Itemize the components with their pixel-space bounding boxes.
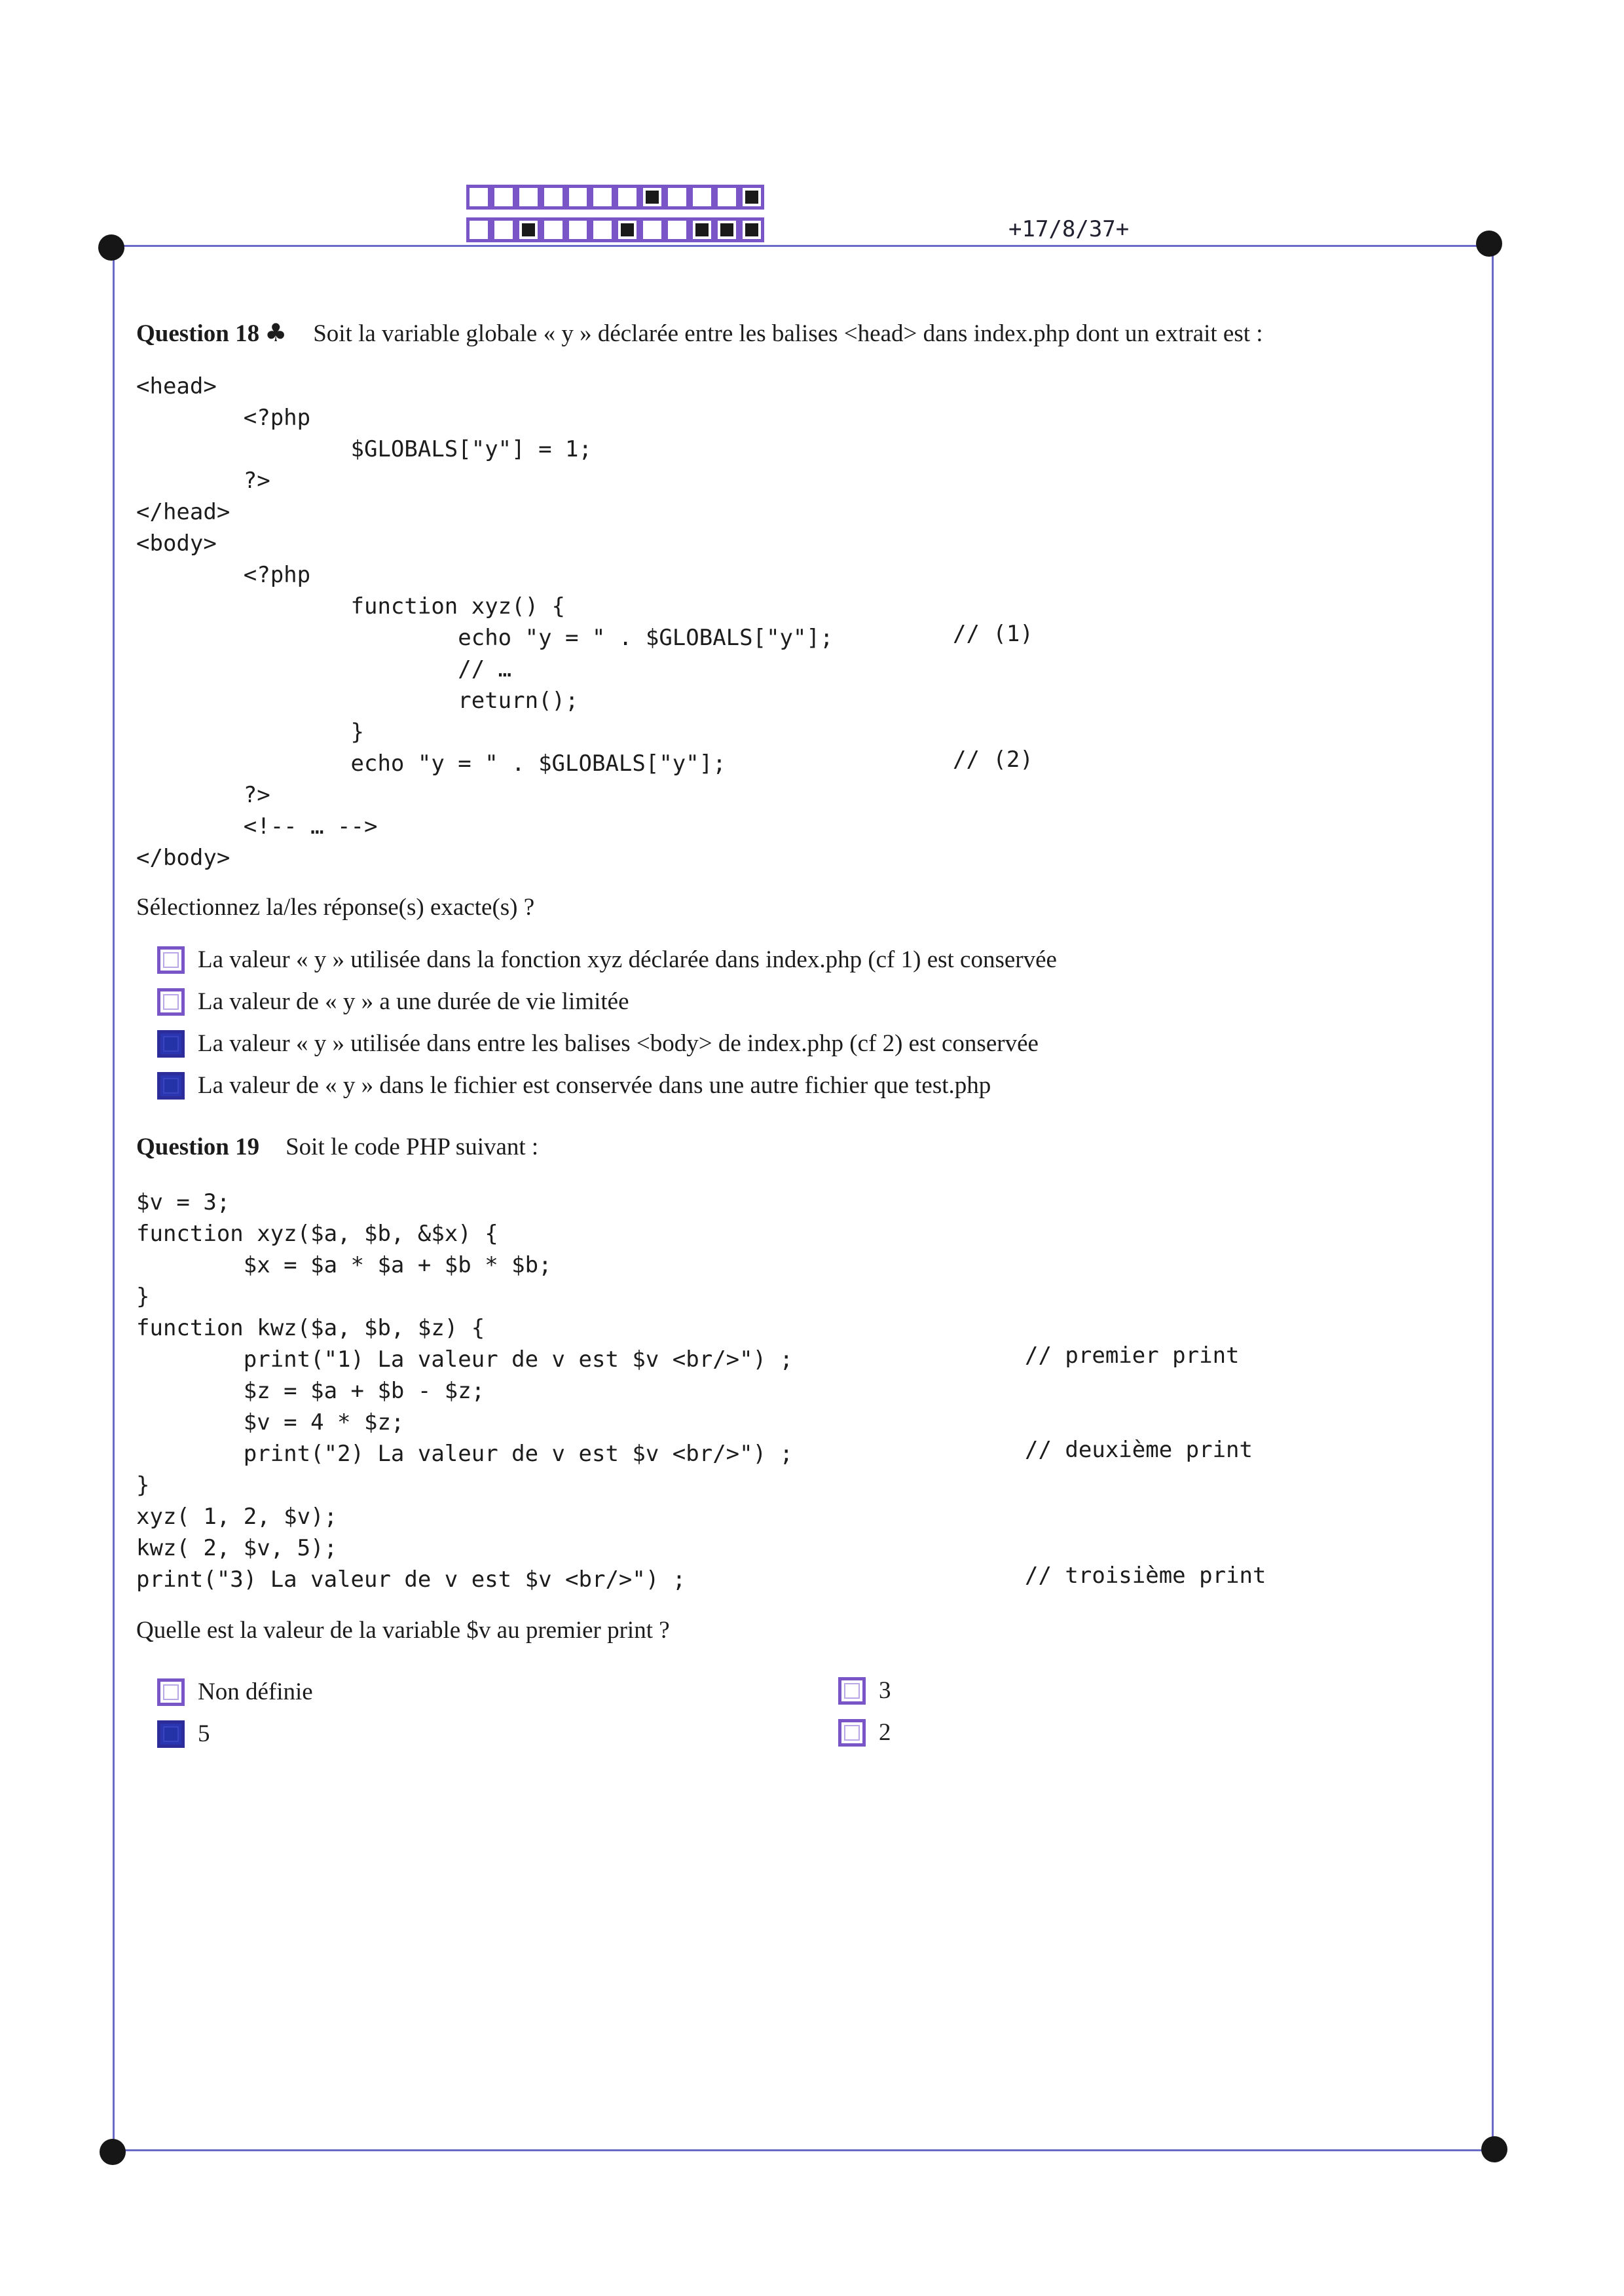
checkbox[interactable] <box>157 1720 185 1748</box>
barcode-cell <box>640 217 665 242</box>
checkbox[interactable] <box>157 988 185 1016</box>
barcode-cell <box>590 185 615 210</box>
barcode-cell <box>541 217 566 242</box>
option-label: 3 <box>879 1677 891 1704</box>
frame-top-line <box>113 245 1493 247</box>
question-18-option-1[interactable] <box>157 946 1057 974</box>
barcode-cell <box>739 185 764 210</box>
checkbox[interactable] <box>838 1677 866 1705</box>
question-19-title <box>136 1133 538 1161</box>
question-19-comment-1: // premier print <box>1025 1342 1240 1369</box>
option-label: 2 <box>879 1719 891 1746</box>
barcode-cell <box>491 185 516 210</box>
option-label: La valeur « y » utilisée dans entre les balises <body> de index.php (cf 2) est conservée <box>198 1030 1039 1057</box>
barcode-cell <box>491 217 516 242</box>
checkbox[interactable] <box>838 1719 866 1747</box>
barcode-cell <box>690 185 714 210</box>
barcode-cell <box>466 217 491 242</box>
question-19-comment-2: // deuxième print <box>1025 1437 1253 1463</box>
question-19-comment-3: // troisième print <box>1025 1563 1266 1589</box>
question-18-prompt: Sélectionnez la/les réponse(s) exacte(s) ? <box>136 894 535 921</box>
question-19-option-3[interactable] <box>157 1720 210 1748</box>
page-barcode-bottom <box>466 217 764 242</box>
checkbox[interactable] <box>157 946 185 974</box>
corner-marker-top-right <box>1476 231 1502 257</box>
barcode-cell <box>640 185 665 210</box>
checkbox[interactable] <box>157 1072 185 1100</box>
question-18-comment-2: // (2) <box>953 747 1033 773</box>
barcode-cell <box>690 217 714 242</box>
option-label: La valeur de « y » dans le fichier est conservée dans une autre fichier que test.php <box>198 1072 991 1099</box>
checkbox[interactable] <box>157 1030 185 1058</box>
question-19-number: Question 19 <box>136 1134 260 1160</box>
barcode-cell <box>665 217 690 242</box>
question-18-option-4[interactable] <box>157 1071 991 1100</box>
barcode-cell <box>466 185 491 210</box>
barcode-cell <box>516 185 541 210</box>
barcode-cell <box>714 217 739 242</box>
corner-marker-bottom-left <box>100 2139 126 2165</box>
barcode-cell <box>590 217 615 242</box>
checkbox[interactable] <box>157 1678 185 1706</box>
question-19-option-4[interactable] <box>838 1718 891 1747</box>
barcode-cell <box>665 185 690 210</box>
option-label: Non définie <box>198 1678 313 1705</box>
barcode-cell <box>516 217 541 242</box>
frame-right-line <box>1492 245 1494 2151</box>
barcode-cell <box>714 185 739 210</box>
question-19-option-2[interactable] <box>838 1676 891 1705</box>
corner-marker-top-left <box>98 234 124 261</box>
question-19-text: Soit le code PHP suivant : <box>286 1134 539 1160</box>
barcode-cell <box>615 217 640 242</box>
barcode-cell <box>566 217 591 242</box>
frame-bottom-line <box>113 2149 1496 2151</box>
question-18-number: Question 18 <box>136 320 260 347</box>
question-18-comment-1: // (1) <box>953 621 1033 647</box>
question-18-title <box>136 318 1263 348</box>
page-barcode-top <box>466 185 764 210</box>
club-icon: ♣ <box>265 318 287 347</box>
barcode-cell <box>566 185 591 210</box>
barcode-cell <box>739 217 764 242</box>
question-18-text: Soit la variable globale « y » déclarée entre les balises <head> dans index.php dont un extrait est : <box>313 320 1263 347</box>
page-code: +17/8/37+ <box>1008 216 1130 242</box>
barcode-cell <box>541 185 566 210</box>
question-19-code: $v = 3; function xyz($a, $b, &$x) { $x = $a * $a + $b * $b; } function kwz($a, $b, $z) { print("1) La valeur de v est $v <br/>") ; $z = $a + $b - $z; $v = 4 * $z; print("2) La valeur de v est $v <br/>") ; } xyz( 1, 2, $v); kwz( 2, $v, 5); print("3) La valeur de v est $v <br/>") ; <box>136 1189 794 1593</box>
question-19-option-1[interactable] <box>157 1678 313 1706</box>
barcode-cell <box>615 185 640 210</box>
corner-marker-bottom-right <box>1481 2136 1507 2162</box>
question-19-prompt: Quelle est la valeur de la variable $v au premier print ? <box>136 1617 670 1644</box>
question-18-option-2[interactable] <box>157 988 629 1016</box>
option-label: La valeur « y » utilisée dans la fonction xyz déclarée dans index.php (cf 1) est conservée <box>198 946 1057 973</box>
option-label: 5 <box>198 1720 210 1747</box>
option-label: La valeur de « y » a une durée de vie limitée <box>198 988 629 1015</box>
question-18-option-3[interactable] <box>157 1029 1039 1058</box>
frame-left-line <box>113 245 115 2151</box>
question-18-code: <head> <?php $GLOBALS["y"] = 1; ?> </head> <body> <?php function xyz() { echo "y = " . $GLOBALS["y"]; // … return(); } echo "y = " . $GLOBALS["y"]; ?> <!-- … --> </body> <box>136 373 834 871</box>
